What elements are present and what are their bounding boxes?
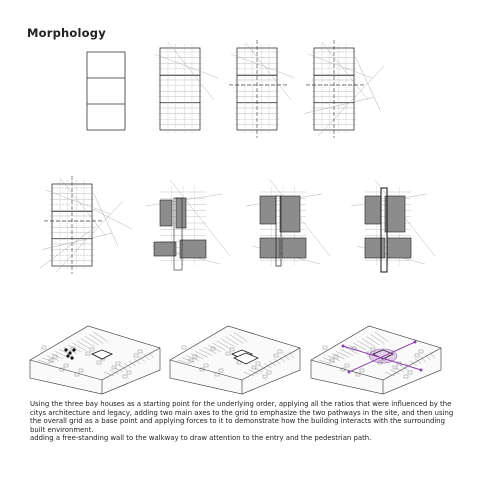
description-paragraph-2: adding a free-standing wall to the walkway to draw attention to the entry and the pedestrian path. xyxy=(30,434,372,443)
grid-drawing xyxy=(225,40,305,140)
grid-drawing xyxy=(302,40,392,140)
morphology-step-8-free-standing-wall xyxy=(345,176,440,271)
site-axonometric-1 xyxy=(28,320,163,395)
grid-line xyxy=(56,202,122,272)
morphology-step-2-ratio-grid xyxy=(148,40,228,140)
tree-marker xyxy=(70,356,73,359)
mass-block xyxy=(387,238,411,258)
tree-marker xyxy=(68,351,71,354)
section-title: Morphology xyxy=(27,26,106,40)
grid-line xyxy=(40,225,98,268)
morphology-step-6-forces xyxy=(140,176,235,271)
mass-block xyxy=(282,238,306,258)
massing-drawing xyxy=(240,176,335,271)
massing-drawing xyxy=(140,176,235,271)
context-building xyxy=(323,346,327,349)
grid-line xyxy=(318,66,384,136)
site-axo-drawing xyxy=(28,320,163,395)
mass-block xyxy=(154,242,176,256)
tree-marker xyxy=(64,348,67,351)
grid-drawing xyxy=(148,40,228,140)
mass-block xyxy=(176,198,186,228)
site-axo-drawing xyxy=(309,320,444,395)
morphology-step-4-overlay xyxy=(302,40,392,140)
terrain-block xyxy=(30,326,160,394)
mass-block xyxy=(280,196,300,232)
context-building xyxy=(182,346,186,349)
description-text xyxy=(30,400,460,443)
mass-block xyxy=(385,196,405,232)
morphology-step-1-base-bays xyxy=(75,44,155,139)
terrain-block xyxy=(170,326,300,394)
axis-endpoint xyxy=(420,369,423,372)
grid-line xyxy=(42,233,112,249)
mass-block xyxy=(365,196,381,224)
massing-drawing xyxy=(345,176,440,271)
tree-marker xyxy=(66,354,69,357)
context-building xyxy=(42,346,46,349)
bay-outline xyxy=(160,48,200,130)
morphology-step-5-full-grid xyxy=(38,176,128,271)
tree-marker xyxy=(72,348,75,351)
mass-block xyxy=(180,240,206,258)
morphology-step-7-massing xyxy=(240,176,335,271)
site-axo-drawing xyxy=(168,320,303,395)
morphology-step-3-main-axes xyxy=(225,40,305,140)
grid-drawing xyxy=(38,176,128,271)
axis-endpoint xyxy=(414,341,417,344)
mass-block xyxy=(160,200,172,226)
site-axonometric-2 xyxy=(168,320,303,395)
mass-block xyxy=(365,238,385,258)
grid-line xyxy=(304,97,374,113)
axis-endpoint xyxy=(342,345,345,348)
focus-area xyxy=(369,349,397,363)
site-axonometric-3 xyxy=(309,320,444,395)
mass-block xyxy=(260,196,276,224)
description-paragraph-1: Using the three bay houses as a starting point for the underlying order, applying all the ratios that were influenced by the citys architecture and legacy, adding two main axes to the grid to emphasize the two pathways in the site, and then using the overall grid as a base point and applying forces to it to demonstrate how the building interacts with the surrounding built environment. xyxy=(30,400,454,434)
mass-block xyxy=(260,238,280,258)
grid-line xyxy=(356,58,380,110)
axis-endpoint xyxy=(348,371,351,374)
